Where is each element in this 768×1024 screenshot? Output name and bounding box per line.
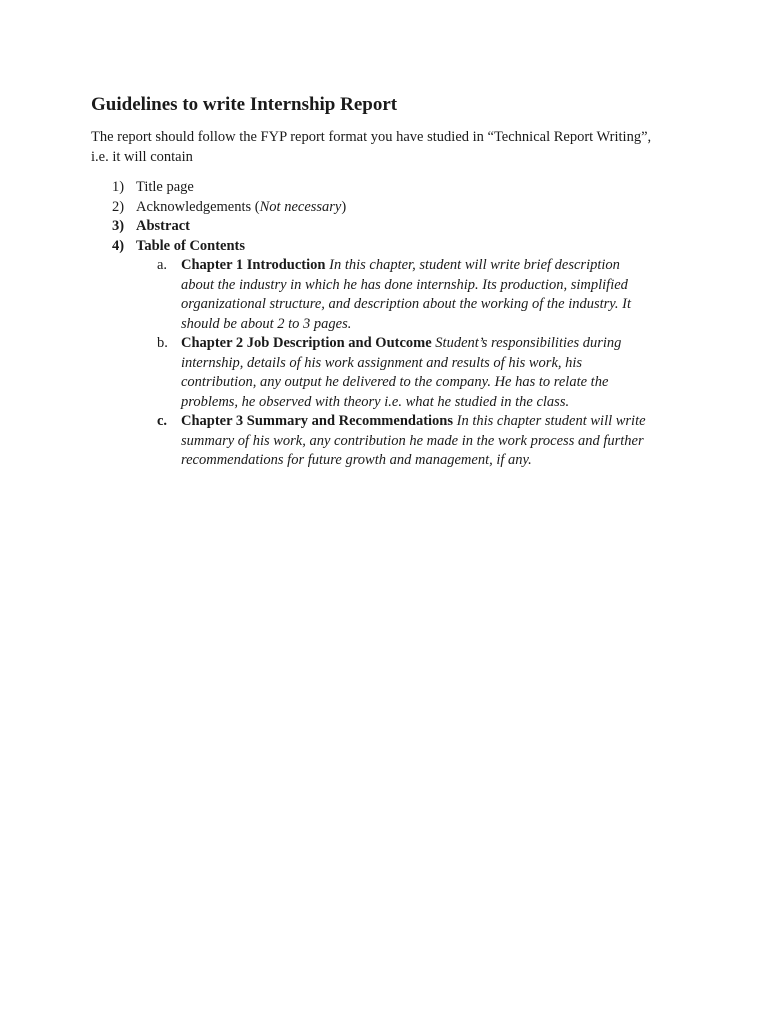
list-item-number: 1) xyxy=(112,179,125,195)
list-item-abstract xyxy=(91,217,691,237)
chapter-desc-line: about the industry in which he has done internship. Its production, simplified xyxy=(181,276,628,293)
chapter-letter: c. xyxy=(157,413,168,429)
list-item-text: Acknowledgements ( xyxy=(136,198,260,215)
list-item-close-paren: ) xyxy=(341,198,347,215)
chapter-desc-line: should be about 2 to 3 pages. xyxy=(181,315,352,332)
chapter-heading: Chapter 3 Summary and Recommendations xyxy=(181,413,454,429)
chapter-desc-line: internship, details of his work assignment and results of his work, his xyxy=(181,354,583,371)
chapter-heading: Chapter 1 Introduction xyxy=(181,257,326,273)
chapter-desc-line: contribution, any output he delivered to the company. He has to relate the xyxy=(181,374,609,390)
chapter-desc-line: problems, he observed with theory i.e. what he studied in the class. xyxy=(181,393,570,410)
chapter-desc-line: organizational structure, and description about the working of the industry. It xyxy=(181,296,632,312)
chapter-letter: a. xyxy=(157,257,168,273)
chapter-desc-line: recommendations for future growth and management, if any. xyxy=(181,452,532,468)
list-item-table-of-contents xyxy=(91,237,691,257)
document-title: Guidelines to write Internship Report xyxy=(91,94,398,115)
chapter-item-1 xyxy=(91,256,632,334)
list-item-number: 2) xyxy=(112,198,125,215)
chapter-item-3 xyxy=(91,412,646,471)
list-item-text: Abstract xyxy=(136,218,190,234)
chapter-letter: b. xyxy=(157,335,168,351)
chapter-desc-line: summary of his work, any contribution he made in the work process and further xyxy=(181,432,644,449)
list-item-note: Not necessary xyxy=(259,198,342,215)
intro-paragraph xyxy=(91,128,691,167)
intro-line-2: i.e. it will contain xyxy=(91,148,193,165)
list-item-acknowledgements xyxy=(91,198,691,218)
list-item-number: 3) xyxy=(112,218,125,234)
chapter-item-2 xyxy=(91,334,622,412)
intro-line-1: The report should follow the FYP report format you have studied in “Technical Report Writing”, xyxy=(91,129,652,145)
chapter-desc-line: In this chapter student will write xyxy=(456,413,646,429)
list-item-number: 4) xyxy=(112,237,125,254)
chapters-container xyxy=(91,256,691,471)
chapter-heading: Chapter 2 Job Description and Outcome xyxy=(181,335,432,351)
list-item-title-page xyxy=(91,178,691,198)
report-contents-list xyxy=(91,178,691,471)
list-item-text: Table of Contents xyxy=(136,237,246,254)
chapter-desc-line: Student’s responsibilities during xyxy=(435,335,622,351)
chapter-desc-line: In this chapter, student will write brief description xyxy=(329,257,620,273)
list-item-text: Title page xyxy=(136,179,194,195)
chapters-list xyxy=(91,256,691,471)
